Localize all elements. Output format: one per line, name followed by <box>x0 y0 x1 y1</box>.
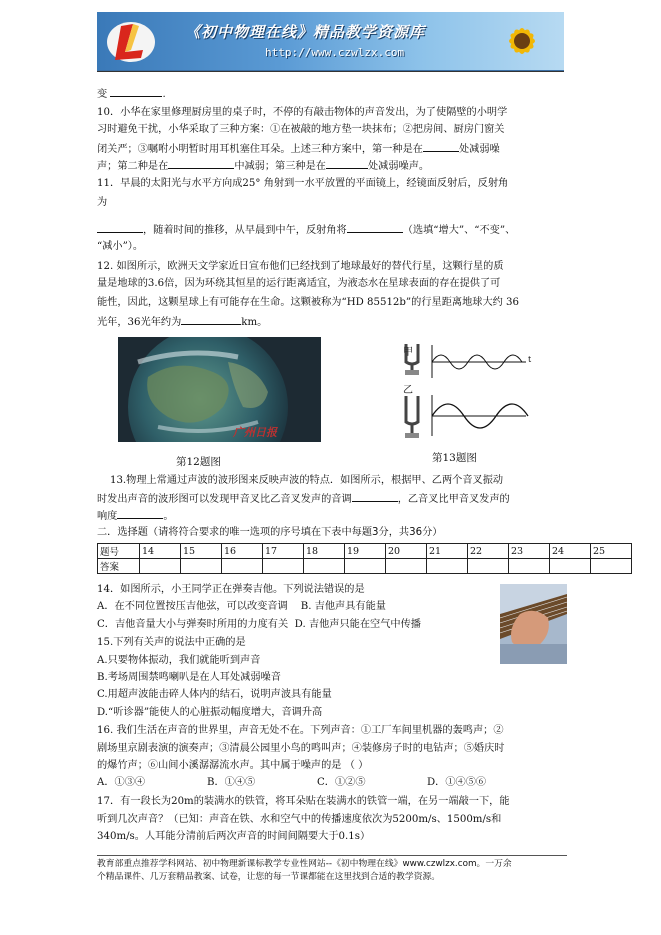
answer-blank <box>347 222 403 233</box>
answer-cell[interactable] <box>386 559 427 574</box>
q16-line1: 16. 我们生活在声音的世界里，声音无处不在。下列声音：①工厂车间里机器的轰鸣声；② <box>97 725 504 736</box>
table-cell: 21 <box>427 544 468 559</box>
banner-title: 《初中物理在线》精品教学资源库 <box>185 23 426 41</box>
answer-blank <box>168 158 234 169</box>
footer-rule <box>97 855 567 856</box>
q12-line4: 光年，36光年约为 km。 <box>97 314 567 330</box>
answer-cell[interactable] <box>509 559 550 574</box>
q16-line3: 的爆竹声；⑥山间小溪潺潺流水声。其中属于噪声的是 （ ） <box>97 760 369 771</box>
planet-image <box>118 337 321 442</box>
q9-tail: 变 . <box>97 86 567 102</box>
table-cell: 24 <box>550 544 591 559</box>
answer-blank <box>117 508 163 519</box>
option-b[interactable]: B.考场周围禁鸣喇叭是在人耳处减弱噪音 <box>97 672 281 683</box>
q16-line2: 剧场里京剧表演的演奏声；③清晨公园里小鸟的鸣叫声；④装修房子时的电钻声；⑤婚庆时 <box>97 743 505 754</box>
option-b[interactable]: B. 吉他声具有能量 <box>300 601 386 612</box>
q13-line1: 13.物理上常通过声波的波形图来反映声波的特点．如图所示，根据甲、乙两个音叉振动 <box>109 475 504 486</box>
answer-blank <box>110 86 162 97</box>
q12-line2: 量是地球的3.6倍，因为环绕其恒星的运行距离适宜，为液态水在星球表面的存在提供了可 <box>97 278 501 289</box>
fig12-caption: 第12题图 <box>176 456 221 468</box>
fork-a-label: 甲 <box>403 347 413 358</box>
q10-line1: 10．小华在家里修理厨房里的桌子时，不停的有敲击物体的声音发出，为了使隔壁的小明学 <box>97 107 508 118</box>
answer-cell[interactable] <box>591 559 632 574</box>
q14-options-ab <box>97 600 492 614</box>
table-cell: 20 <box>386 544 427 559</box>
q12-line3: 能性，因此，这颗星球上有可能存在生命。这颗被称为“HD 85512b”的行星距离地球大约 36 <box>97 297 520 308</box>
option-d[interactable]: D.“听诊器”能使人的心脏振动幅度增大，音调升高 <box>97 707 323 718</box>
table-cell: 题号 <box>98 544 140 559</box>
q13-line3: 响度 。 <box>97 508 567 524</box>
answer-blank <box>181 314 241 325</box>
table-cell: 答案 <box>98 559 140 574</box>
guitar-image <box>500 584 567 664</box>
answer-cell[interactable] <box>263 559 304 574</box>
answer-table <box>97 543 632 574</box>
option-b[interactable]: B．①④⑤ <box>207 777 256 788</box>
answer-cell[interactable] <box>304 559 345 574</box>
answer-cell[interactable] <box>222 559 263 574</box>
answer-blank <box>97 222 143 233</box>
table-row <box>98 544 632 559</box>
answer-cell[interactable] <box>140 559 181 574</box>
q11-line2: 为 <box>97 197 108 208</box>
fork-b-label: 乙 <box>403 385 413 396</box>
table-cell: 19 <box>345 544 386 559</box>
page-footer <box>97 858 567 884</box>
axis-t-label: t <box>528 355 532 364</box>
table-cell: 23 <box>509 544 550 559</box>
option-d[interactable]: D. 吉他声只能在空气中传播 <box>294 619 421 630</box>
footer-line: 个精品课件、几万套精品教案、试卷，让您的每一节课都能在这里找到合适的教学资源。 <box>97 872 441 882</box>
table-cell: 14 <box>140 544 181 559</box>
q17-line3: 340m/s。人耳能分清前后两次声音的时间间隔要大于0.1s） <box>97 831 371 842</box>
site-logo-icon <box>103 16 159 66</box>
q10-line2: 习时避免干扰，小华采取了三种方案：①在被敲的地方垫一块抹布；②把房间、厨房门窗关 <box>97 124 505 135</box>
header-rule <box>97 71 564 72</box>
q11-line3: ，随着时间的推移，从早晨到中午，反射角将 （选填“增大”、“不变”、 <box>97 222 567 238</box>
footer-line: 教育部重点推荐学科网站、初中物理新课标教学专业性网站--《初中物理在线》www.czwlzx.com。一万余 <box>97 859 512 869</box>
banner-url: http://www.czwlzx.com <box>265 46 405 59</box>
table-cell: 22 <box>468 544 509 559</box>
option-c[interactable]: C.用超声波能击碎人体内的结石，说明声波具有能量 <box>97 689 332 700</box>
table-cell: 18 <box>304 544 345 559</box>
q11-line1: 11．早晨的太阳光与水平方向成25° 角射到一水平放置的平面镜上，经镜面反射后，反射角 <box>97 178 509 189</box>
q13-line2: 时发出声音的波形图可以发现甲音叉比乙音叉发声的音调 ，乙音叉比甲音叉发声的 <box>97 491 567 507</box>
option-a[interactable]: A.只要物体振动，我们就能听到声音 <box>97 655 261 666</box>
answer-cell[interactable] <box>550 559 591 574</box>
answer-cell[interactable] <box>468 559 509 574</box>
option-a[interactable]: A．①③④ <box>97 777 146 788</box>
option-a[interactable]: A．在不同位置按压吉他弦，可以改变音调 <box>97 601 288 612</box>
q17-line1: 17．有一段长为20m的装满水的铁管，将耳朵贴在装满水的铁管一端，在另一端敲一下，能 <box>97 796 510 807</box>
answer-cell[interactable] <box>427 559 468 574</box>
q15-stem: 15.下列有关声的说法中正确的是 <box>97 637 246 648</box>
table-cell: 25 <box>591 544 632 559</box>
sunflower-icon <box>487 16 557 66</box>
q12-line1: 12. 如图所示，欧洲天文学家近日宣布他们已经找到了地球最好的替代行星，这颗行星的质 <box>97 261 504 272</box>
answer-blank <box>352 491 398 502</box>
option-d[interactable]: D．①④⑤⑥ <box>427 777 487 788</box>
q14-options-cd <box>97 618 492 632</box>
option-c[interactable]: C．①②⑤ <box>317 777 366 788</box>
section-2-heading: 二．选择题（请将符合要求的唯一选项的序号填在下表中每题3分，共36分） <box>97 527 443 538</box>
table-cell: 17 <box>263 544 304 559</box>
answer-cell[interactable] <box>345 559 386 574</box>
answer-blank <box>326 158 368 169</box>
table-cell: 16 <box>222 544 263 559</box>
q14-stem: 14．如图所示，小王同学正在弹奏吉他。下列说法错误的是 <box>97 584 365 595</box>
newspaper-watermark: 广州日报 <box>233 426 277 439</box>
q16-options <box>97 776 567 790</box>
table-row <box>98 559 632 574</box>
option-c[interactable]: C．吉他音量大小与弹奏时所用的力度有关 <box>97 619 289 630</box>
q10-line4: 声；第二种是在 中减弱；第三种是在 处减弱噪声。 <box>97 158 567 174</box>
answer-blank <box>423 141 459 152</box>
q10-line3: 闭关严；③嘱咐小明暂时用耳机塞住耳朵。上述三种方案中，第一种是在 处减弱噪 <box>97 141 567 157</box>
waveform-figure <box>400 340 548 440</box>
q17-line2: 听到几次声音？（已知：声音在铁、水和空气中的传播速度依次为5200m/s、1500m/s和 <box>97 814 502 825</box>
table-cell: 15 <box>181 544 222 559</box>
q11-line4: “减小”）。 <box>97 241 144 252</box>
fig13-caption: 第13题图 <box>432 452 477 464</box>
answer-cell[interactable] <box>181 559 222 574</box>
